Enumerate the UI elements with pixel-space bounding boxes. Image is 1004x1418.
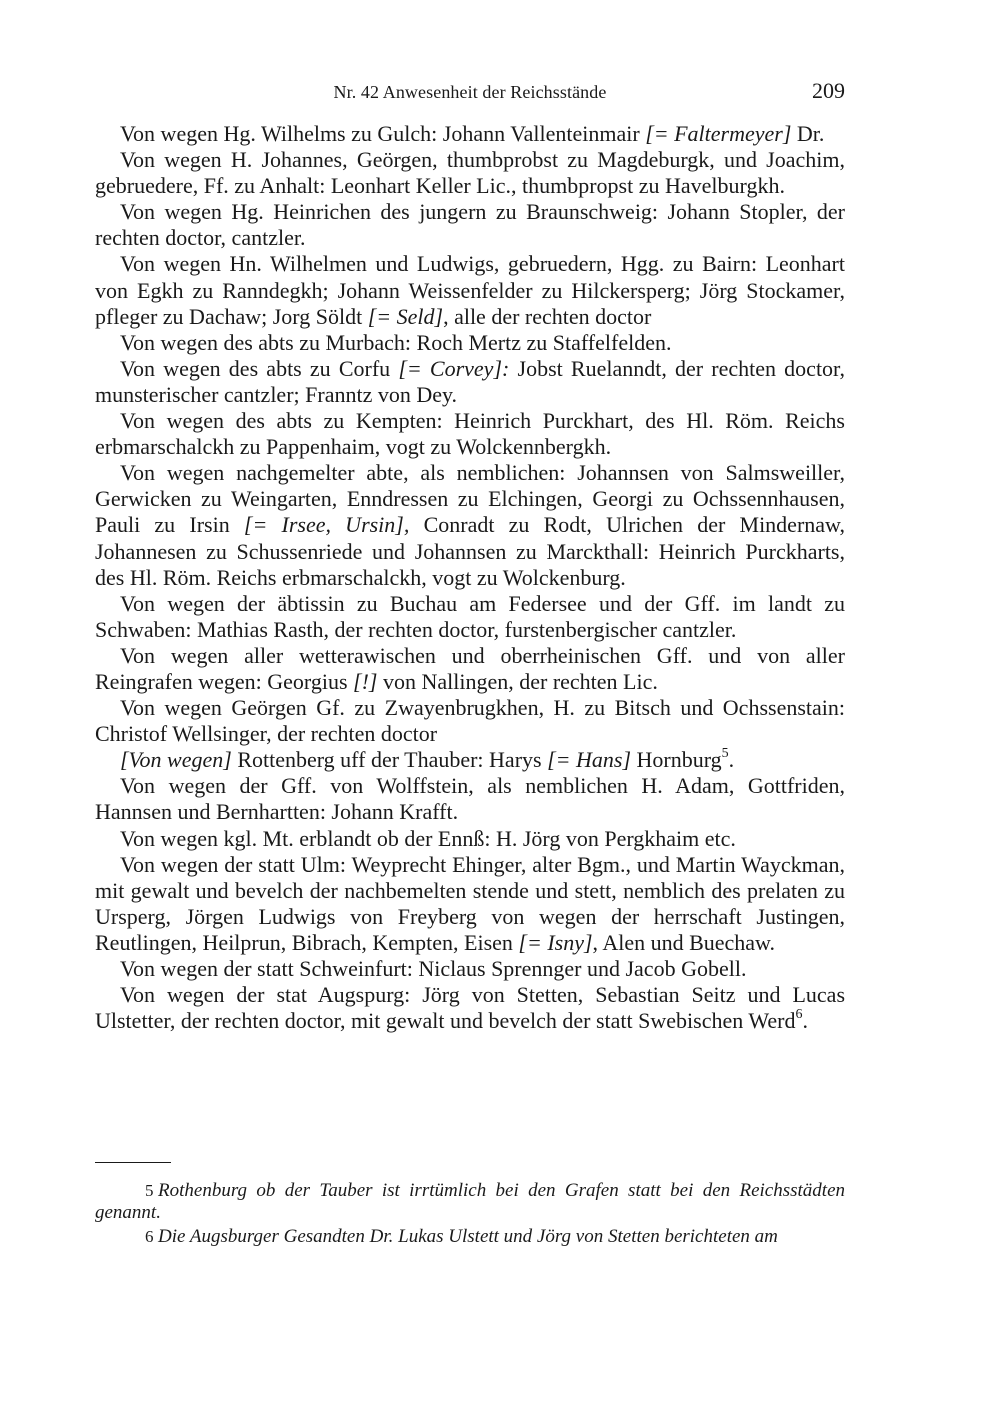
footnote [95, 1180, 845, 1224]
paragraph [95, 852, 845, 956]
text-segment: Von wegen aller wetterawischen und oberrheinischen Gff. und von aller Reingrafen wegen: Georgius [95, 642, 845, 694]
editorial-note: [= Isny] [518, 929, 593, 955]
paragraph [95, 251, 845, 329]
paragraph [95, 956, 845, 982]
text-segment: Von wegen Geörgen Gf. zu Zwayenbrugkhen, H. zu Bitsch und Ochssenstain: Christof Wellsinger, der rechten doctor [95, 695, 845, 747]
paragraph [95, 121, 845, 147]
text-segment: Von wegen nachgemelter abte, als nemblichen: Johannsen von Salmsweiller, Gerwicken zu Weingarten, Enndressen zu Elchingen, Georgi zu Ochssennhausen, Pauli zu Irsin [95, 460, 845, 538]
paragraph [95, 695, 845, 747]
text-segment: Hornburg [631, 747, 722, 773]
text-segment: Von wegen der äbtissin zu Buchau am Federsee und der Gff. im landt zu Schwaben: Mathias Rasth, der rechten doctor, furstenbergischer cantzler. [95, 590, 845, 642]
text-segment: Von wegen der statt Ulm: Weyprecht Ehinger, alter Bgm., und Martin Wayckman, mit gewalt und bevelch der nachbemelten stende und stett, nemblich des prelaten zu Ursperg, Jörgen Ludwigs von Freyberg von wegen der herrschaft Justingen, Reutlingen, Heilprun, Bibrach, Kempten, Eisen [95, 851, 845, 955]
text-segment: . [728, 747, 735, 773]
footnote-separator [95, 1162, 171, 1163]
text-segment: Von wegen Hg. Heinrichen des jungern zu Braunschweig: Johann Stopler, der rechten doctor, cantzler. [95, 199, 845, 251]
paragraph [95, 982, 845, 1034]
editorial-note: [= Faltermeyer] [645, 121, 792, 146]
page-number: 209 [812, 78, 845, 103]
footnote-reference[interactable]: 6 [795, 1006, 803, 1022]
text-segment: Von wegen H. Johannes, Geörgen, thumbprobst zu Magdeburgk, und Joachim, gebruedere, Ff. zu Anhalt: Leonhart Keller Lic., thumbpropst zu Havelburgkh. [95, 147, 845, 199]
footnote-number: 5 [145, 1181, 154, 1200]
text-segment: Von wegen Hn. Wilhelmen und Ludwigs, gebruedern, Hgg. zu Bairn: Leonhart von Egkh zu Ranndegkh; Johann Weissenfelder zu Hilckersperg; Jörg Stockamer, pfleger zu Dachaw; Jorg Söldt [95, 251, 845, 329]
text-segment: Von wegen der statt Schweinfurt: Niclaus Sprennger und Jacob Gobell. [120, 956, 747, 981]
text-segment: Dr. [791, 121, 825, 146]
paragraph [95, 591, 845, 643]
editorial-note: [= Irsee, Ursin], [243, 512, 410, 538]
footnote-text: Die Augsburger Gesandten Dr. Lukas Ulstett und Jörg von Stetten berichteten am [158, 1226, 778, 1247]
running-title: Nr. 42 Anwesenheit der Reichsstände [333, 82, 607, 102]
editorial-note: [= Hans] [547, 747, 632, 773]
paragraph [95, 460, 845, 590]
paragraph [95, 773, 845, 825]
text-segment: Jobst Ruelanndt, der rechten doctor, munsterischer cantzler; Franntz von Dey. [95, 355, 845, 407]
paragraph [95, 747, 845, 773]
text-segment: , Alen und Buechaw. [592, 929, 776, 955]
paragraph [95, 826, 845, 852]
text-segment: von Nallingen, der rechten Lic. [377, 668, 658, 694]
paragraph [95, 643, 845, 695]
text-segment: Von wegen der Gff. von Wolffstein, als nemblichen H. Adam, Gottfriden, Hannsen und Bernhartten: Johann Krafft. [95, 773, 845, 825]
page-header [95, 78, 845, 108]
text-segment: Von wegen des abts zu Murbach: Roch Mertz zu Staffelfelden. [120, 329, 672, 355]
text-segment: Rottenberg uff der Thauber: Harys [231, 747, 548, 773]
text-segment: Conradt zu Rodt, Ulrichen der Mindernaw, Johannesen zu Schussenriede und Johannsen zu Marckthall: Heinrich Purckharts, des Hl. Röm. Reichs erbmarschalckh, vogt zu Wolckenburg. [95, 512, 846, 590]
paragraph [95, 199, 845, 251]
paragraph [95, 408, 845, 460]
editorial-note: [= Corvey]: [398, 355, 510, 381]
editorial-note: [= Seld] [367, 303, 444, 329]
text-segment: Von wegen des abts zu Kempten: Heinrich Purckhart, des Hl. Röm. Reichs erbmarschalckh zu Pappenhaim, vogt zu Wolckennbergkh. [95, 408, 845, 460]
text-segment: Von wegen kgl. Mt. erblandt ob der Ennß: H. Jörg von Pergkhaim etc. [120, 825, 736, 851]
text-segment: Von wegen Hg. Wilhelms zu Gulch: Johann Vallenteinmair [120, 121, 646, 146]
paragraph [95, 330, 845, 356]
editorial-note: [Von wegen] [120, 747, 232, 773]
paragraph [95, 147, 845, 199]
text-segment: , alle der rechten doctor [443, 303, 652, 329]
body-text [95, 121, 845, 1034]
editorial-note: [!] [353, 668, 378, 694]
text-segment: Von wegen des abts zu Corfu [120, 355, 399, 381]
footnote-number: 6 [145, 1227, 154, 1246]
footnote [95, 1226, 845, 1248]
paragraph [95, 356, 845, 408]
text-segment: Von wegen der stat Augspurg: Jörg von Stetten, Sebastian Seitz und Lucas Ulstetter, der rechten doctor, mit gewalt und bevelch der statt Swebischen Werd [95, 982, 845, 1034]
text-segment: . [802, 1008, 808, 1034]
footnote-text: Rothenburg ob der Tauber ist irrtümlich bei den Grafen statt bei den Reichsstädten genannt. [95, 1180, 845, 1223]
footnotes [95, 1180, 845, 1250]
footnote-reference[interactable]: 5 [721, 745, 729, 761]
